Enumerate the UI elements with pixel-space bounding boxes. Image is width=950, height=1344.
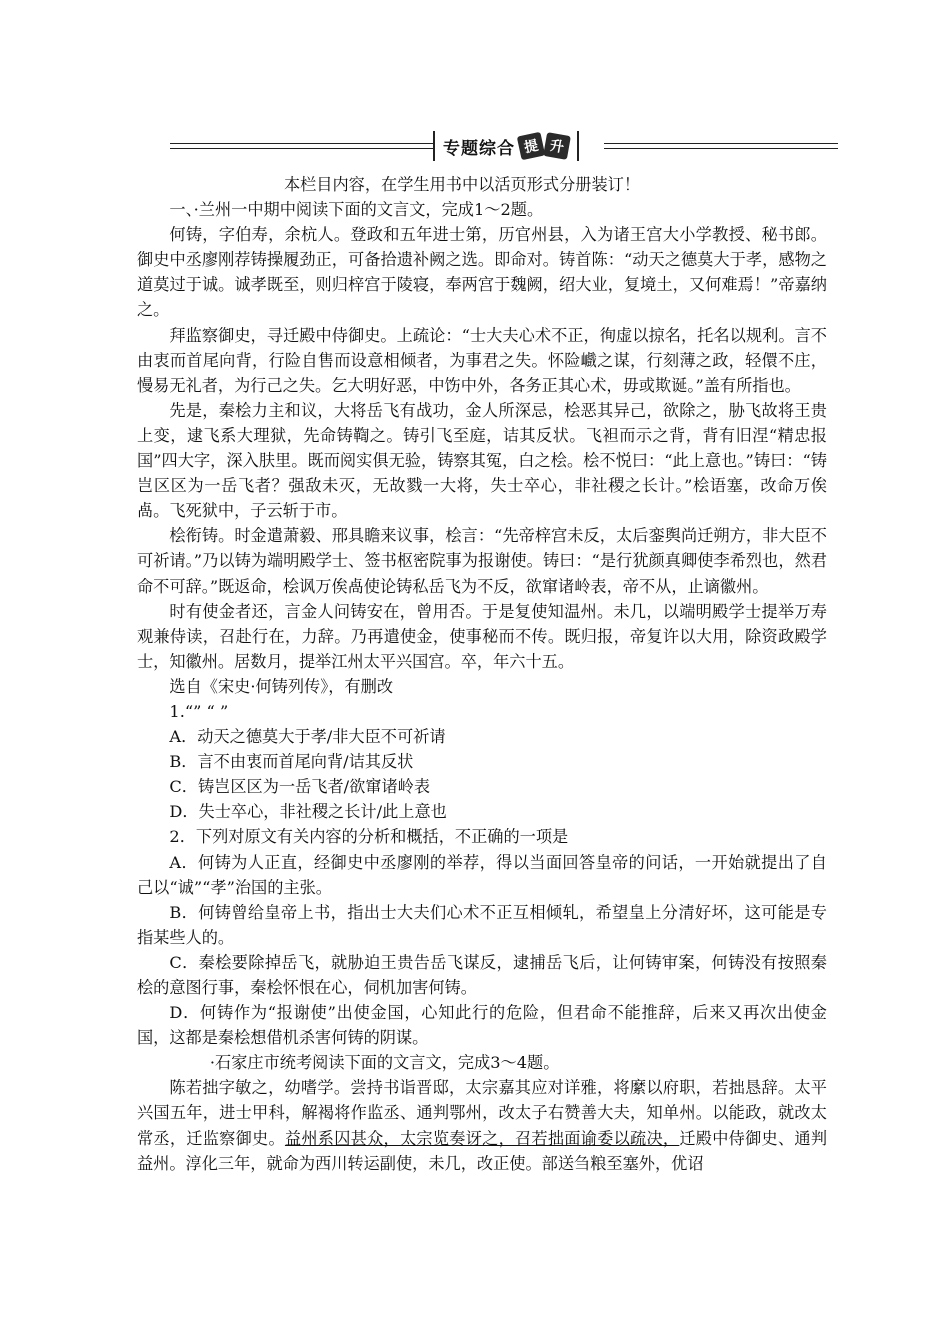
header-rule-right-top (604, 143, 838, 144)
header-rule-left-bottom (170, 148, 433, 149)
question-2-stem: 2．下列对原文有关内容的分析和概括，不正确的一项是 (169, 827, 569, 847)
section-header (170, 129, 838, 165)
passage1-paragraph: 拜监察御史，寻迁殿中侍御史。上疏论：“士大夫心术不正，徇虚以掠名，托名以规利。言不由衷而首尾向背，行险自售而设意相倾者，为事君之失。怀险巇之谋，行刻薄之政，轻儇不庄，慢易无礼者，为行己之失。乞大明好恶，中饬中外，各务正其心术，毋或欺诞。”盖有所指也。 (137, 325, 827, 395)
section2-intro: ·石家庄市统考阅读下面的文言文，完成3～4题。 (209, 1053, 560, 1073)
question-2-option: C．秦桧要除掉岳飞，就胁迫王贵告岳飞谋反，逮捕岳飞后，让何铸审案，何铸没有按照秦桧的意图行事，秦桧怀恨在心，伺机加害何铸。 (137, 952, 827, 997)
passage2-paragraph (137, 1075, 827, 1175)
header-title: 专题综合 (443, 138, 515, 159)
source-citation: 选自《宋史·何铸列传》，有删改 (169, 676, 394, 696)
article-body (137, 172, 827, 1176)
question-2-option: D．何铸作为“报谢使”出使金国，心知此行的危险，但君命不能推辞，后来又再次出使金国，这都是秦桧想借机杀害何铸的阴谋。 (137, 1003, 827, 1048)
badge-ti: 提 (517, 132, 545, 160)
question-1-option: C．铸岂区区为一岳飞者/欲窜诸岭表 (169, 777, 431, 797)
binding-note: 本栏目内容，在学生用书中以活页形式分册装订！ (283, 175, 641, 194)
header-title-box (433, 131, 579, 161)
header-rule-left-top (170, 143, 433, 144)
question-2-option: A．何铸为人正直，经御史中丞廖刚的举荐，得以当面回答皇帝的问话，一开始就提出了自己以“诚”“孝”治国的主张。 (137, 852, 827, 897)
passage2-text-after: 迁殿中侍御史、通判益州。淳化三年，就命为西川转运副使，未几，改正使。部送刍粮至塞外，优诏 (137, 1128, 828, 1173)
badge-sheng: 升 (543, 132, 571, 160)
passage2-underlined-sentence: 益州系囚甚众，太宗览奏讶之，召若拙面谕委以疏决， (284, 1128, 680, 1148)
question-1-option: B．言不由衷而首尾向背/诘其反状 (169, 752, 414, 772)
question-1-option: A．动天之德莫大于孝/非大臣不可祈请 (169, 727, 446, 747)
question-1-option: D．失士卒心，非社稷之长计/此上意也 (169, 802, 447, 822)
header-rule-right-bottom (604, 148, 838, 149)
section1-intro: 一、·兰州一中期中阅读下面的文言文，完成1～2题。 (169, 200, 544, 220)
passage1-paragraph: 桧衔铸。时金遣萧毅、邢具瞻来议事，桧言：“先帝梓宫未反，太后銮舆尚迁朔方，非大臣不可祈请。”乃以铸为端明殿学士、签书枢密院事为报谢使。铸曰：“是行犹颜真卿使李希烈也，然君命不可辞。”既返命，桧讽万俟卨使论铸私岳飞为不反，欲窜诸岭表，帝不从，止谪徽州。 (137, 526, 827, 596)
passage1-paragraph: 先是，秦桧力主和议，大将岳飞有战功，金人所深忌，桧恶其异己，欲除之，胁飞故将王贵上变，逮飞系大理狱，先命铸鞫之。铸引飞至庭，诘其反状。飞袒而示之背，背有旧涅“精忠报国”四大字，深入肤里。既而阅实俱无验，铸察其冤，白之桧。桧不悦曰：“此上意也。”铸曰：“铸岂区区为一岳飞者？强敌未灭，无故戮一大将，失士卒心，非社稷之长计。”桧语塞，改命万俟卨。飞死狱中，子云斩于市。 (137, 400, 827, 521)
passage1-paragraph: 时有使金者还，言金人问铸安在，曾用否。于是复使知温州。未几，以端明殿学士提举万寿观兼侍读，召赴行在，力辞。乃再遣使金，使事秘而不传。既归报，帝复许以大用，除资政殿学士，知徽州。居数月，提举江州太平兴国宫。卒，年六十五。 (137, 601, 827, 671)
question-1-stem: 1.“” “ ” (169, 701, 229, 721)
question-2-option: B．何铸曾给皇帝上书，指出士大夫们心术不正互相倾轧，希望皇上分清好坏，这可能是专指某些人的。 (137, 902, 827, 947)
passage2-text-before: 陈若拙字敏之，幼嗜学。尝持书诣晋邸，太宗嘉其应对详雅，将縻以府职，若拙恳辞。太平兴国五年，进士甲科，解褐将作监丞、通判鄂州，改太子右赞善大夫，知单州。以能政，就改太常丞，迁监察御史。 (137, 1078, 827, 1148)
passage1-paragraph: 何铸，字伯寿，余杭人。登政和五年进士第，历官州县，入为诸王宫大小学教授、秘书郎。御史中丞廖刚荐铸操履劲正，可备拾遗补阙之选。即命对。铸首陈：“动天之德莫大于孝，感物之道莫过于诚。诚孝既至，则归梓宫于陵寝，奉两宫于魏阙，绍大业，复境土，又何难焉！”帝嘉纳之。 (137, 225, 827, 320)
